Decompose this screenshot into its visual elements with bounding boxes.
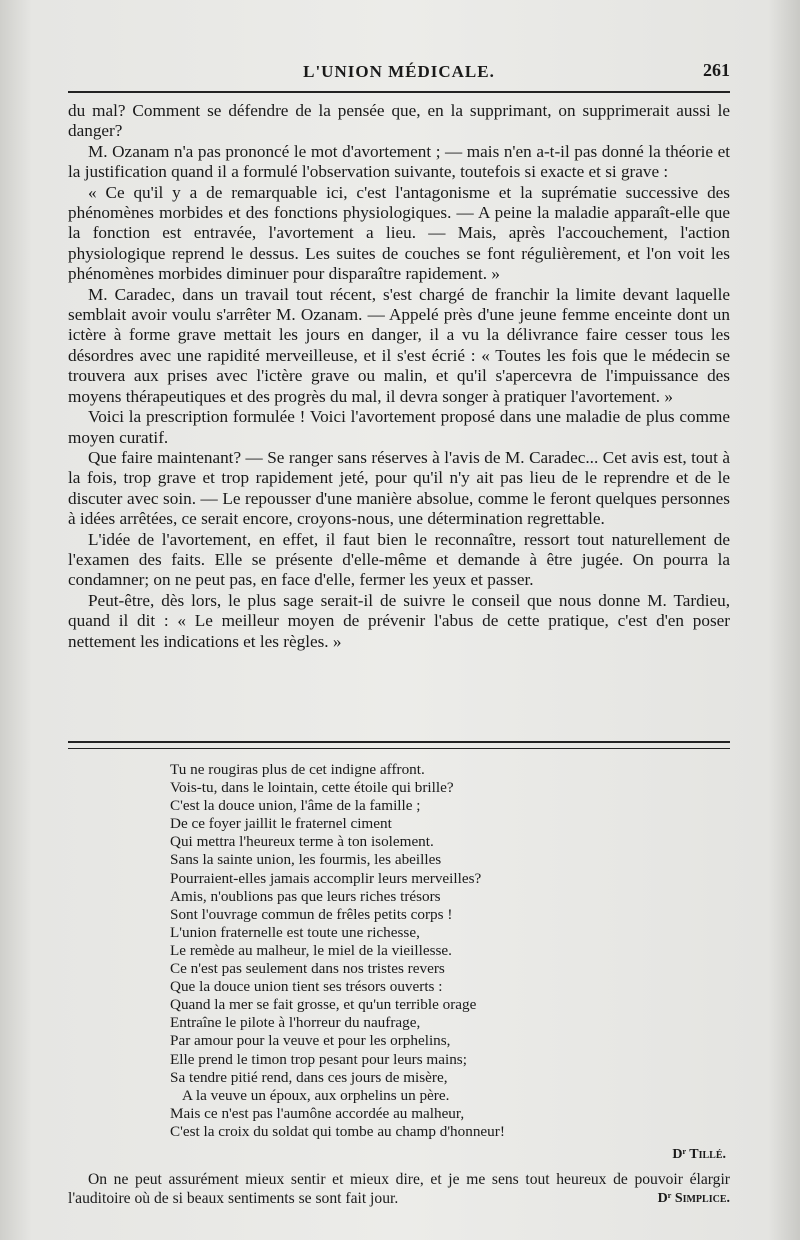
poem-line: Qui mettra l'heureux terme à ton isolement. — [170, 833, 434, 851]
closing-signature: Dʳ Simplice. — [657, 1191, 730, 1206]
poem-line: Le remède au malheur, le miel de la vieillesse. — [170, 941, 452, 959]
poem-signature: Dʳ Tillé. — [672, 1147, 726, 1162]
poem-line: Sont l'ouvrage commun de frêles petits corps ! — [170, 905, 453, 923]
poem-line: Sa tendre pitié rend, dans ces jours de misère, — [170, 1068, 448, 1086]
poem-line: A la veuve un époux, aux orphelins un père. — [182, 1086, 450, 1104]
poem-line: L'union fraternelle est toute une richesse, — [170, 923, 420, 941]
poem-line: Tu ne rougiras plus de cet indigne affront. — [170, 761, 425, 778]
paragraph: Peut-être, dès lors, le plus sage serait-il de suivre le conseil que nous donne M. Tardieu, quand il dit : « Le meilleur moyen de prévenir l'abus de cette pratique, c'est d'en poser nettement les indications et les règles. » — [68, 590, 730, 651]
poem-line: Que la douce union tient ses trésors ouverts : — [170, 978, 443, 996]
closing-paragraph — [68, 1170, 730, 1208]
poem — [170, 761, 730, 1141]
poem-line: Mais ce n'est pas l'aumône accordée au malheur, — [170, 1104, 465, 1122]
paragraph: L'idée de l'avortement, en effet, il faut bien le reconnaître, ressort tout naturellement de l'examen des faits. Elle se présente d'elle-même et demande à être jugée. On pourra la condamner; on ne peut pas, en face d'elle, fermer les yeux et passer. — [68, 529, 730, 590]
paragraph: du mal? Comment se défendre de la pensée que, en la supprimant, on supprimerait aussi le danger? — [68, 101, 730, 141]
paragraph: M. Caradec, dans un travail tout récent, s'est chargé de franchir la limite devant laquelle semblait avoir voulu s'arrêter M. Ozanam. — Appelé près d'une jeune femme enceinte dont un ictère à forme grave mettait les jours en danger, il a vu la délivrance faire cesser tous les désordres avec une rapidité merveilleuse, et il s'est écrié : « Toutes les fois que le médecin se trouvera aux prises avec l'ictère grave ou malin, et qu'il s'apercevra de l'impuissance des moyens thérapeutiques et des progrès du mal, il devra songer à pratiquer l'avortement. » — [68, 284, 730, 406]
poem-line: Pourraient-elles jamais accomplir leurs merveilles? — [170, 869, 482, 887]
header-rule — [68, 91, 730, 93]
poem-line: Amis, n'oublions pas que leurs riches trésors — [170, 887, 441, 905]
poem-line: Quand la mer se fait grosse, et qu'un terrible orage — [170, 996, 477, 1014]
article-body — [68, 101, 730, 652]
poem-line: Sans la sainte union, les fourmis, les abeilles — [170, 851, 442, 869]
page-header — [68, 58, 730, 88]
poem-line: C'est la croix du soldat qui tombe au champ d'honneur! — [170, 1122, 505, 1140]
poem-line: Par amour pour la veuve et pour les orphelins, — [170, 1032, 451, 1050]
closing-text: On ne peut assurément mieux sentir et mieux dire, et je me sens tout heureux de pouvoir élargir l'auditoire où de si beaux sentiments se sont fait jour. — [68, 1171, 730, 1207]
journal-title: L'UNION MÉDICALE. — [303, 62, 495, 81]
poem-line: Entraîne le pilote à l'horreur du naufrage, — [170, 1014, 421, 1032]
section-divider — [68, 741, 730, 749]
paragraph: M. Ozanam n'a pas prononcé le mot d'avortement ; — mais n'en a-t-il pas donné la théorie et la justification quand il a formulé l'observation suivante, toutefois si exacte et si grave : — [68, 141, 730, 182]
page-number: 261 — [703, 60, 730, 80]
paragraph-quote: « Ce qu'il y a de remarquable ici, c'est l'antagonisme et la suprématie successive des phénomènes morbides et des fonctions physiologiques. — A peine la maladie apparaît-elle que la fonction est entravée, l'avortement a lieu. — Mais, après l'accouchement, l'action physiologique reprend le dessus. Les suites de couches se font régulièrement, et l'on voit les phénomènes morbides diminuer pour disparaître rapidement. » — [68, 182, 730, 284]
poem-line: Ce n'est pas seulement dans nos tristes revers — [170, 960, 445, 978]
poem-line: De ce foyer jaillit le fraternel ciment — [170, 815, 392, 833]
poem-line: Vois-tu, dans le lointain, cette étoile qui brille? — [170, 779, 454, 797]
poem-line: Elle prend le timon trop pesant pour leurs mains; — [170, 1050, 467, 1068]
paragraph: Que faire maintenant? — Se ranger sans réserves à l'avis de M. Caradec... Cet avis est, tout à la fois, trop grave et trop rapidement jeté, pour qu'il n'y ait pas lieu de le reprendre et de le discuter avec soin. — Le repousser d'une manière absolue, comme le feront quelques personnes à idées arrêtées, ce serait encore, croyons-nous, une détermination regrettable. — [68, 447, 730, 529]
paragraph: Voici la prescription formulée ! Voici l'avortement proposé dans une maladie de plus comme moyen curatif. — [68, 407, 730, 447]
poem-line: C'est la douce union, l'âme de la famille ; — [170, 797, 421, 815]
